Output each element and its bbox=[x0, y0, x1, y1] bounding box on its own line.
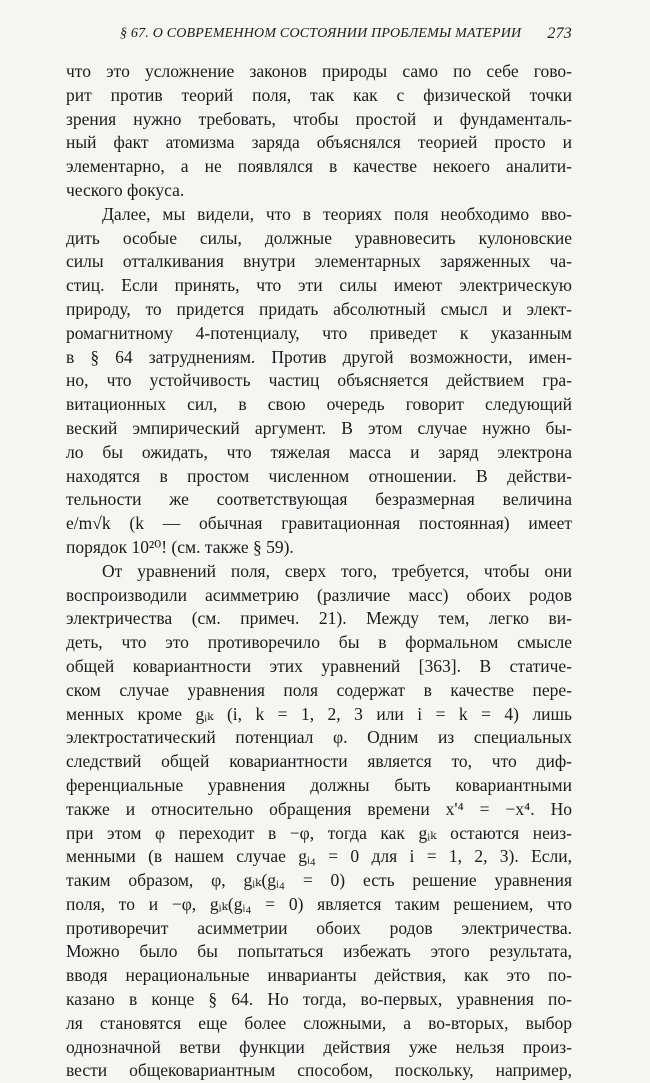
text-line: казано в конце § 64. Но тогда, во-первых, уравнения по- bbox=[66, 989, 572, 1010]
text-line: От уравнений поля, сверх того, требуется, чтобы они bbox=[102, 560, 572, 581]
text-line: что это усложнение законов природы само по себе гово- bbox=[66, 61, 572, 81]
text-line: витационных сил, в свою очередь говорит следующий bbox=[66, 394, 572, 415]
text-line: но, что устойчивость частиц объясняется действием гра- bbox=[66, 370, 572, 391]
text-line: общей ковариантности этих уравнений [363]. В статиче- bbox=[66, 655, 572, 676]
text-line: ромагнитному 4-потенциалу, что приведет к указанным bbox=[66, 322, 572, 343]
text-line: ческого фокуса. bbox=[66, 179, 185, 200]
text-line: природу, то придется придать абсолютный смысл и элект- bbox=[66, 298, 572, 319]
text-line: воспроизводили асимметрию (различие масс) обоих родов bbox=[66, 584, 572, 605]
text-line: электростатический потенциал φ. Одним из специальных bbox=[66, 727, 572, 748]
text-line: ля становятся еще более сложными, а во-вторых, выбор bbox=[66, 1012, 572, 1033]
text-line: электричества (см. примеч. 21). Между тем, легко ви- bbox=[66, 608, 572, 629]
text-line: вводя нерациональные инварианты действия, как это по- bbox=[66, 965, 572, 986]
header-title: § 67. О СОВРЕМЕННОМ СОСТОЯНИИ ПРОБЛЕМЫ МАТЕРИИ bbox=[120, 26, 522, 41]
text-line: веский эмпирический аргумент. В этом случае нужно бы- bbox=[66, 417, 572, 438]
text-line: менных кроме gᵢₖ (i, k = 1, 2, 3 или i = k = 4) лишь bbox=[66, 703, 572, 724]
text-line: порядок 10²⁰! (см. также § 59). bbox=[66, 536, 294, 557]
text-line: противоречит асимметрии обоих родов электричества. bbox=[66, 917, 572, 938]
text-line: находятся в простом численном отношении. В действи- bbox=[66, 465, 572, 486]
text-line: элементарно, а не появлялся в качестве некоего аналити- bbox=[66, 156, 572, 177]
text-line: силы отталкивания внутри элементарных заряженных ча- bbox=[66, 251, 572, 272]
text-line: вести общековариантным способом, поскольку, например, bbox=[66, 1060, 572, 1081]
text-line: менными (в нашем случае gᵢ₄ = 0 для i = 1, 2, 3). Если, bbox=[66, 846, 572, 867]
text-line: следствий общей ковариантности является то, что диф- bbox=[66, 751, 572, 772]
text-line: зрения нужно требовать, чтобы простой и фундаменталь- bbox=[66, 108, 572, 129]
text-line: также и относительно обращения времени x'⁴ = −x⁴. Но bbox=[66, 798, 572, 819]
text-line: ло бы ожидать, что тяжелая масса и заряд электрона bbox=[66, 441, 572, 462]
text-line: при этом φ переходит в −φ, тогда как gᵢₖ остаются неиз- bbox=[66, 822, 572, 843]
text-line: однозначной ветви функции действия уже нельзя произ- bbox=[66, 1036, 572, 1057]
body-text bbox=[66, 60, 572, 1083]
text-line: ском случае уравнения поля содержат в качестве пере- bbox=[66, 679, 572, 700]
text-line: в § 64 затруднениям. Против другой возможности, имен- bbox=[66, 346, 572, 367]
text-line: таким образом, φ, gᵢₖ(gᵢ₄ = 0) есть решение уравнения bbox=[66, 870, 572, 891]
text-line: дить особые силы, должные уравновесить кулоновские bbox=[66, 227, 572, 248]
text-line: ный факт атомизма заряда объяснялся теорией просто и bbox=[66, 132, 572, 153]
page-number: 273 bbox=[547, 25, 572, 42]
text-line: e/m√k (k — обычная гравитационная постоянная) имеет bbox=[66, 513, 572, 534]
text-line: деть, что это противоречило бы в формальном смысле bbox=[66, 632, 572, 653]
text-line: Далее, мы видели, что в теориях поля необходимо вво- bbox=[102, 203, 572, 224]
text-line: рит против теорий поля, так как с физической точки bbox=[66, 84, 572, 105]
text-line: тельности же соответствующая безразмерная величина bbox=[66, 489, 572, 510]
text-line: ференциальные уравнения должны быть ковариантными bbox=[66, 774, 572, 795]
text-line: Можно было бы попытаться избежать этого результата, bbox=[66, 941, 572, 962]
text-line: стиц. Если принять, что эти силы имеют электрическую bbox=[66, 275, 572, 296]
running-header bbox=[90, 24, 572, 50]
text-line: поля, то и −φ, gᵢₖ(gᵢ₄ = 0) является таким решением, что bbox=[66, 893, 572, 914]
